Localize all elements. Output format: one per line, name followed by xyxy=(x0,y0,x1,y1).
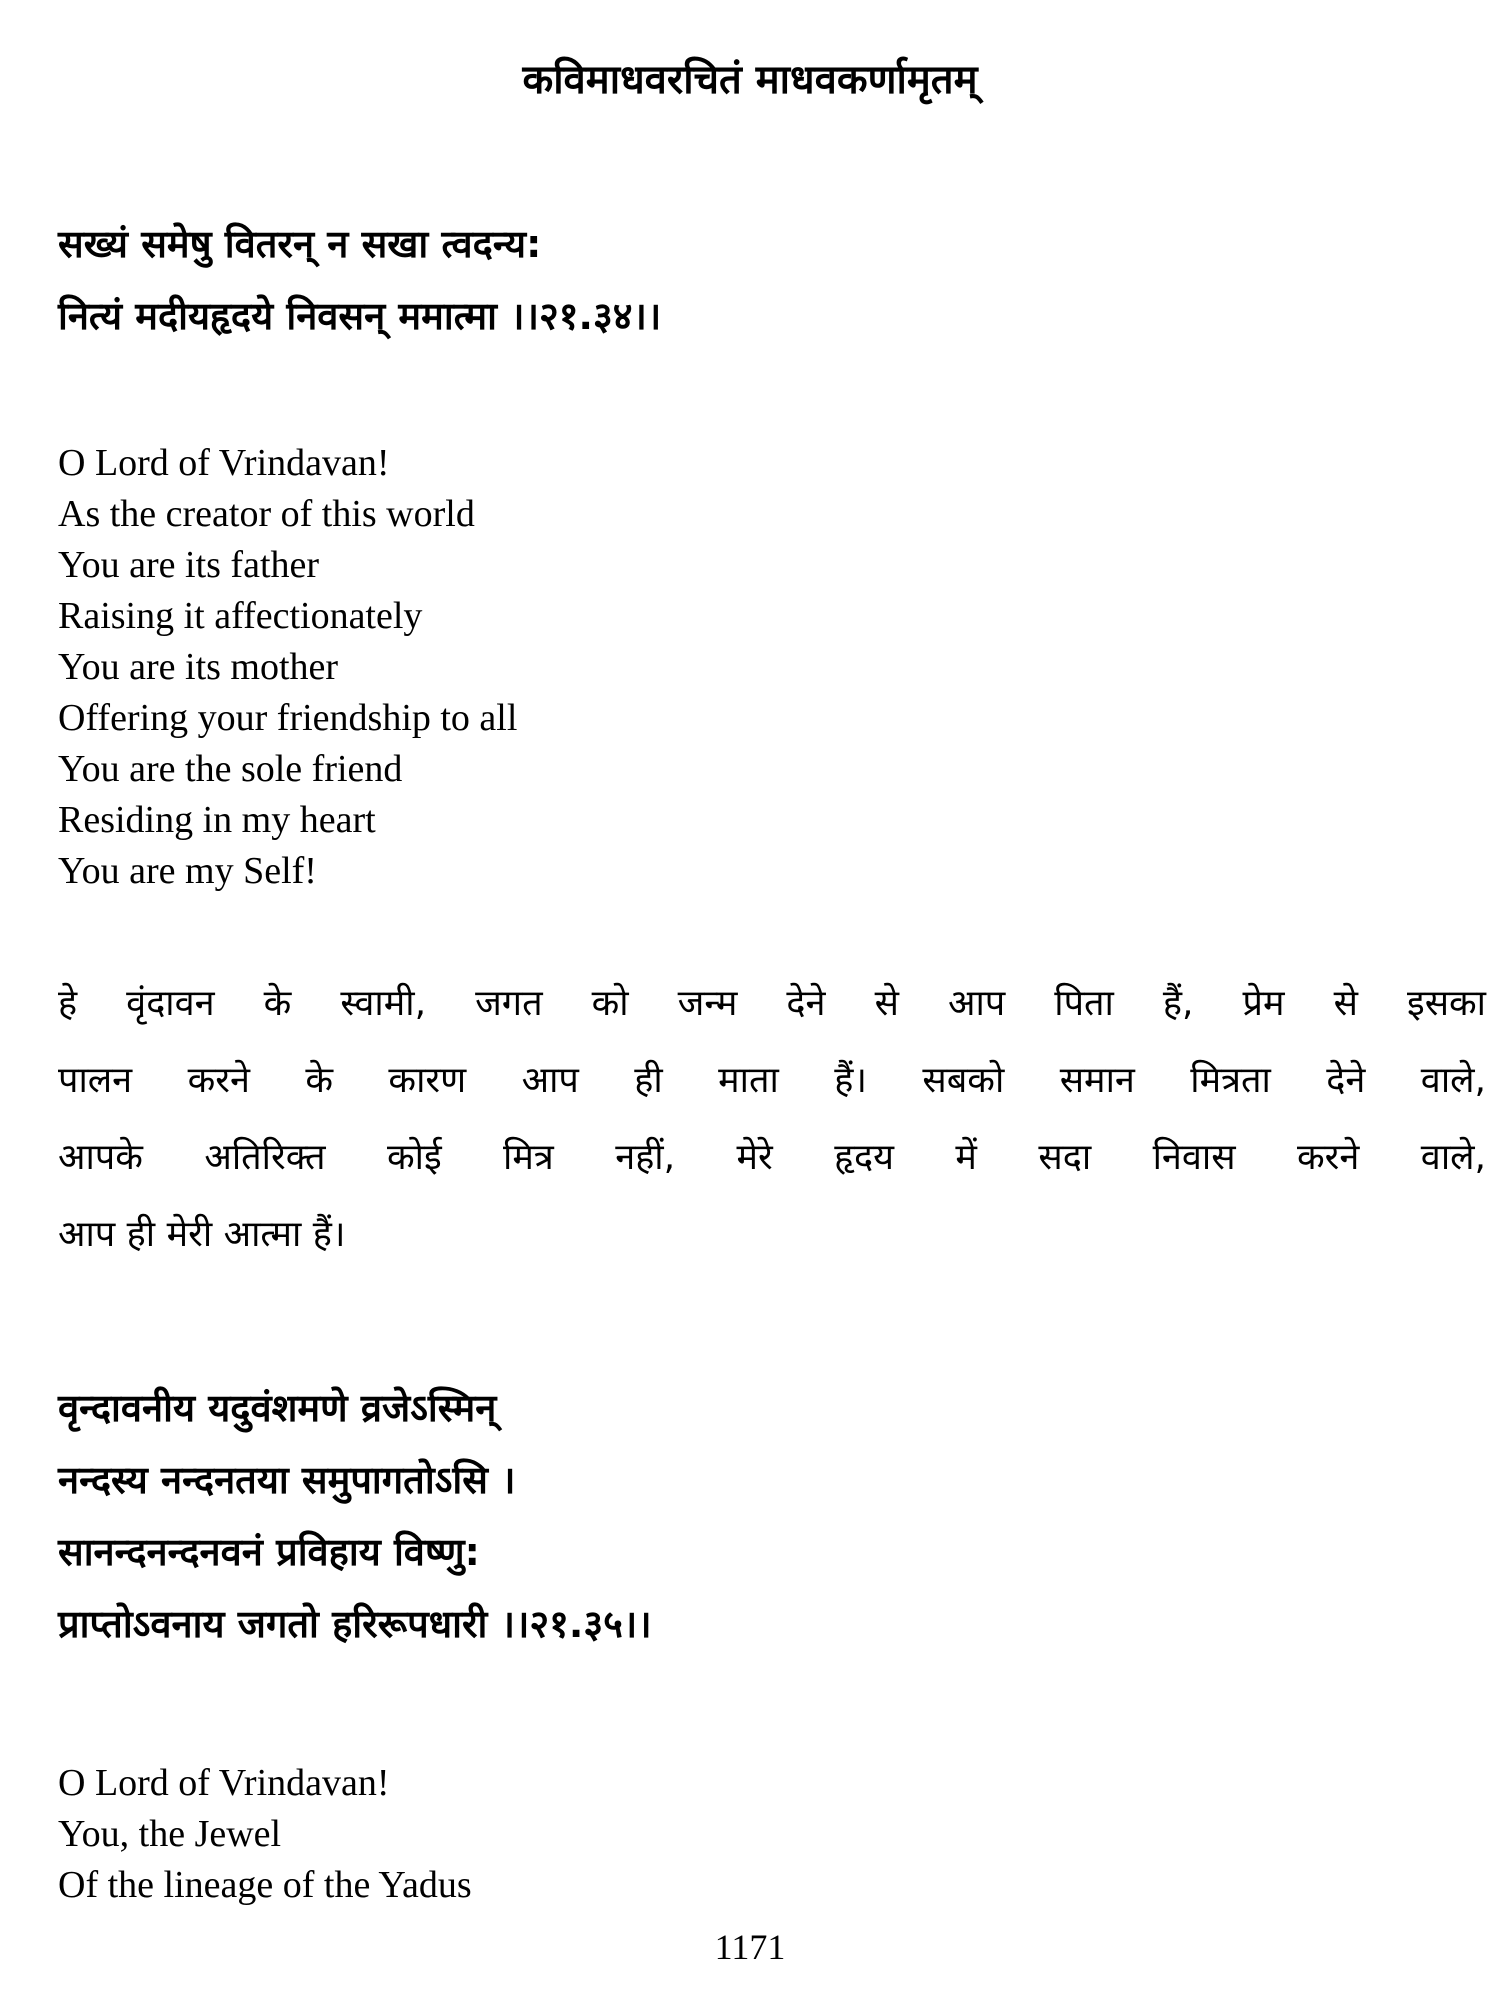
hindi-line: हे वृंदावन के स्वामी, जगत को जन्म देने से आप पिता हैं, प्रेम से इसका xyxy=(58,983,1486,1024)
verse-line: नन्दस्य नन्दनतया समुपागतोऽसि । xyxy=(58,1458,516,1502)
hindi-line: आप ही मेरी आत्मा हैं। xyxy=(58,1214,346,1255)
verse-line: वृन्दावनीय यदुवंशमणे व्रजेऽस्मिन् xyxy=(58,1386,497,1430)
translation-line: You are my Self! xyxy=(58,850,317,892)
translation-line: Offering your friendship to all xyxy=(58,697,518,739)
verse-line: सानन्दनन्दनवनं प्रविहाय विष्णु: xyxy=(58,1530,480,1574)
hindi-translation-21-34 xyxy=(58,965,1486,1273)
translation-line: You are its mother xyxy=(58,646,339,688)
translation-line: Raising it affectionately xyxy=(58,595,423,637)
translation-line: Of the lineage of the Yadus xyxy=(58,1864,472,1906)
translation-line: As the creator of this world xyxy=(58,493,475,535)
translation-line: O Lord of Vrindavan! xyxy=(58,1762,390,1804)
translation-line: You, the Jewel xyxy=(58,1813,282,1855)
translation-line: You are the sole friend xyxy=(58,748,403,790)
english-translation-21-35 xyxy=(58,1758,472,1911)
hindi-line: आपके अतिरिक्त कोई मित्र नहीं, मेरे हृदय में सदा निवास करने वाले, xyxy=(58,1137,1486,1178)
sanskrit-verse-21-35 xyxy=(58,1372,652,1660)
translation-line: Residing in my heart xyxy=(58,799,376,841)
english-translation-21-34 xyxy=(58,438,517,897)
translation-line: O Lord of Vrindavan! xyxy=(58,442,390,484)
verse-line: प्राप्तोऽवनाय जगतो हरिरूपधारी ।।२१.३५।। xyxy=(58,1602,652,1646)
sanskrit-verse-21-34 xyxy=(58,208,661,352)
hindi-line: पालन करने के कारण आप ही माता हैं। सबको समान मित्रता देने वाले, xyxy=(58,1060,1486,1101)
page-number: 1171 xyxy=(714,1927,786,1967)
page-header-title: कविमाधवरचितं माधवकर्णामृतम् xyxy=(522,57,978,103)
verse-line: नित्यं मदीयहृदये निवसन् ममात्मा ।।२१.३४।। xyxy=(58,294,662,338)
translation-line: You are its father xyxy=(58,544,320,586)
verse-line: सख्यं समेषु वितरन् न सखा त्वदन्य: xyxy=(58,222,542,266)
